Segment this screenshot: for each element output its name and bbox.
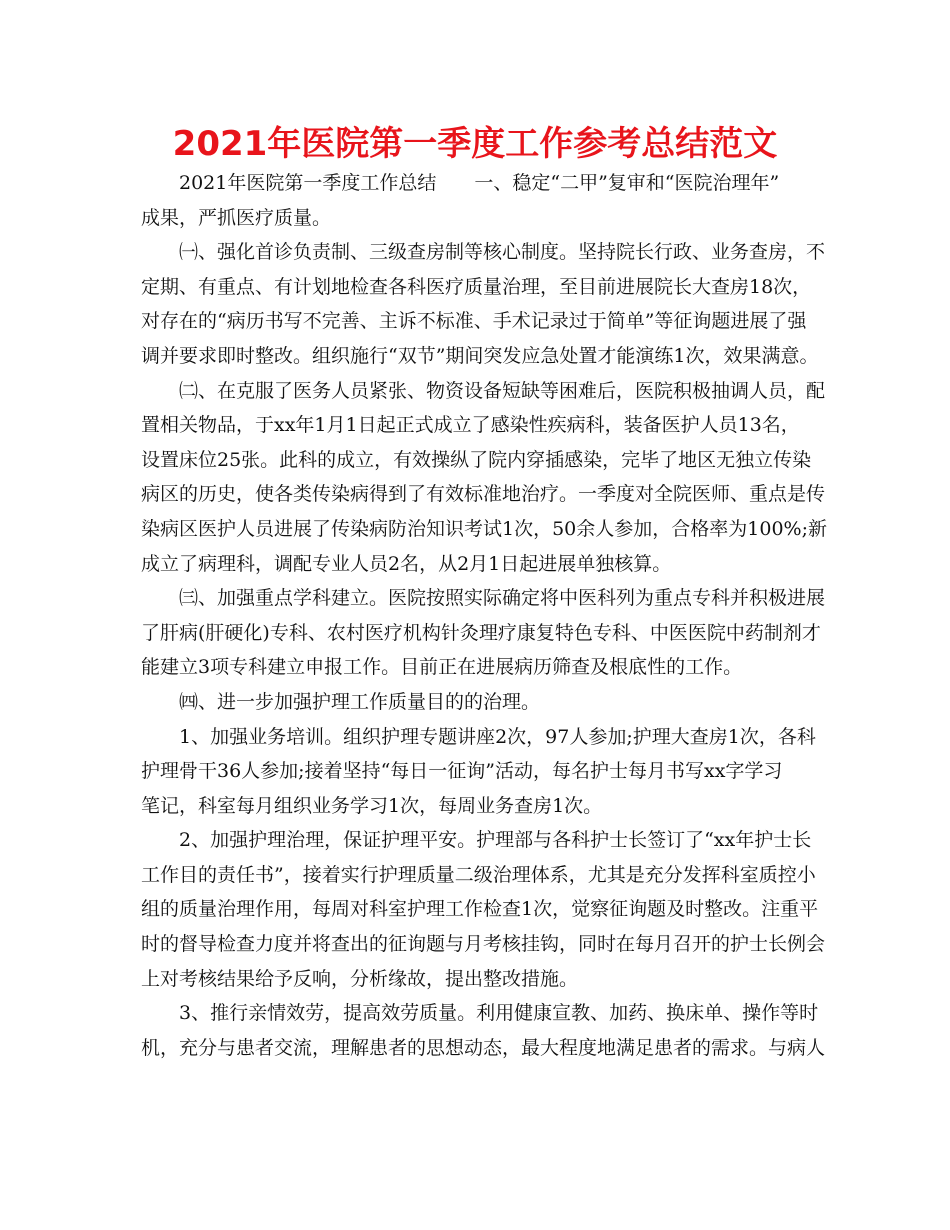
paragraph-4	[141, 581, 826, 685]
paragraph-line: 设置床位25张。此科的成立，有效操纵了院内穿插感染，完毕了地区无独立传染	[141, 448, 812, 471]
paragraph-5	[141, 685, 821, 720]
paragraph-line: 2、加强护理治理，保证护理平安。护理部与各科护士长签订了“xx年护士长	[179, 829, 812, 852]
paragraph-line: 成立了病理科，调配专业人员2名，从2月1日起进展单独核算。	[141, 552, 672, 575]
paragraph-line: 机，充分与患者交流，理解患者的思想动态，最大程度地满足患者的需求。与病人	[141, 1036, 826, 1059]
paragraph-line: 组的质量治理作用，每周对科室护理工作检查1次，觉察征询题及时整改。注重平	[141, 898, 819, 921]
paragraph-6	[141, 720, 821, 824]
document-body	[141, 166, 827, 1065]
document-title: 2021年医院第一季度工作参考总结范文	[172, 124, 778, 164]
paragraph-line: ㈠、强化首诊负责制、三级查房制等核心制度。坚持院长行政、业务查房，不	[179, 241, 826, 264]
paragraph-line: 置相关物品，于xx年1月1日起正式成立了感染性疾病科，装备医护人员13名，	[141, 414, 800, 437]
paragraph-line: 笔记，科室每月组织业务学习1次，每周业务查房1次。	[141, 794, 603, 817]
paragraph-3	[141, 374, 827, 582]
paragraph-line: 染病区医护人员进展了传染病防治知识考试1次，50余人参加，合格率为100%;新	[141, 517, 827, 540]
paragraph-line: 1、加强业务培训。组织护理专题讲座2次，97人参加;护理大查房1次，各科	[179, 725, 816, 748]
paragraph-line: ㈡、在克服了医务人员紧张、物资设备短缺等困难后，医院积极抽调人员，配	[179, 379, 826, 402]
paragraph-2	[141, 235, 826, 373]
paragraph-1	[141, 166, 821, 235]
paragraph-line: 对存在的“病历书写不完善、主诉不标准、手术记录过于简单”等征询题进展了强	[141, 310, 807, 333]
paragraph-line: 工作目的责任书”，接着实行护理质量二级治理体系，尤其是充分发挥科室质控小	[141, 863, 816, 886]
paragraph-8	[141, 996, 826, 1065]
paragraph-line: 定期、有重点、有计划地检查各科医疗质量治理，至目前进展院长大查房18次，	[141, 275, 812, 298]
paragraph-7	[141, 823, 826, 996]
paragraph-line: 2021年医院第一季度工作总结 一、稳定“二甲”复审和“医院治理年”	[179, 172, 780, 194]
paragraph-line: 护理骨干36人参加;接着坚持“每日一征询”活动，每名护士每月书写xx字学习	[141, 760, 783, 783]
paragraph-line: 上对考核结果给予反响，分析缘故，提出整改措施。	[141, 967, 579, 990]
paragraph-line: 3、推行亲情效劳，提高效劳质量。利用健康宣教、加药、换床单、操作等时	[179, 1002, 819, 1025]
paragraph-line: 能建立3项专科建立申报工作。目前正在进展病历筛查及根底性的工作。	[141, 656, 743, 679]
paragraph-line: 病区的历史，使各类传染病得到了有效标准地治疗。一季度对全院医师、重点是传	[141, 483, 826, 506]
paragraph-line: 调并要求即时整改。组织施行“双节”期间突发应急处置才能演练1次，效果满意。	[141, 344, 819, 367]
paragraph-line: ㈣、进一步加强护理工作质量目的的治理。	[179, 690, 541, 713]
paragraph-line: ㈢、加强重点学科建立。医院按照实际确定将中医科列为重点专科并积极进展	[179, 587, 826, 610]
paragraph-line: 时的督导检查力度并将查出的征询题与月考核挂钩，同时在每月召开的护士长例会	[141, 933, 826, 956]
paragraph-line: 成果，严抓医疗质量。	[141, 206, 332, 229]
paragraph-line: 了肝病(肝硬化)专科、农村医疗机构针灸理疗康复特色专科、中医医院中药制剂才	[141, 621, 821, 644]
